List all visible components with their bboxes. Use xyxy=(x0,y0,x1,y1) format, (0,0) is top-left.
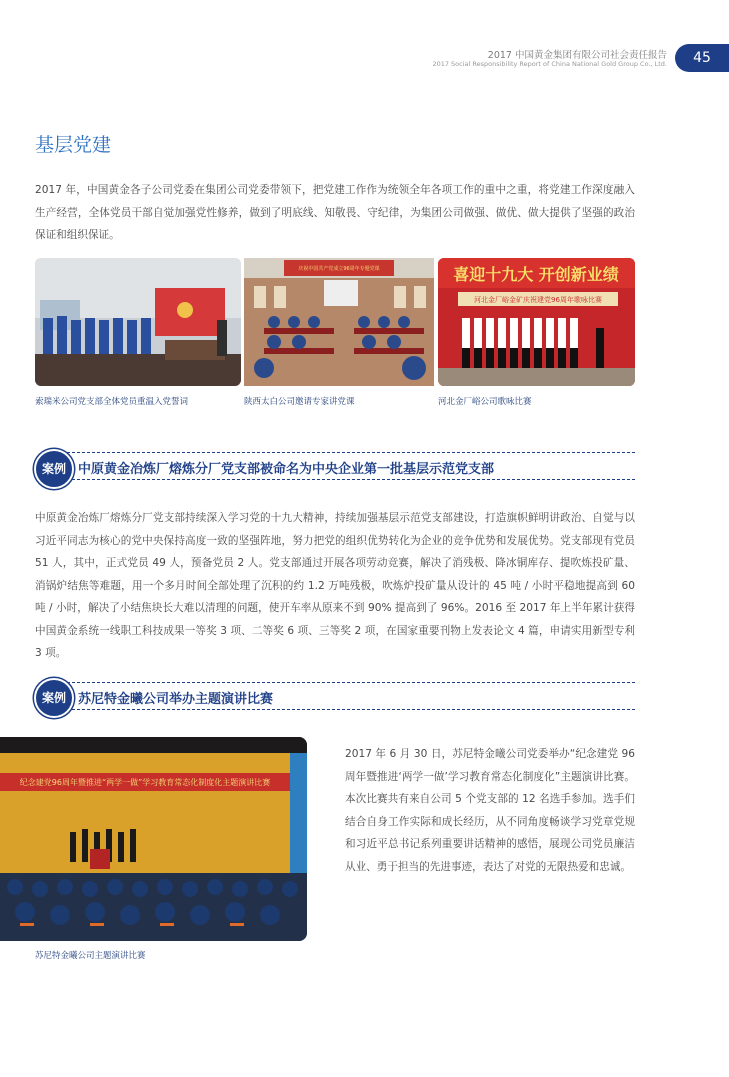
photo-caption: 河北金厂峪公司歌咏比赛 xyxy=(438,397,532,407)
photo-caption: 陕西太白公司邀请专家讲党课 xyxy=(244,397,355,407)
report-title: 2017 中国黄金集团有限公司社会责任报告 xyxy=(487,50,667,61)
divider xyxy=(62,682,635,683)
case-body: 中原黄金冶炼厂熔炼分厂党支部持续深入学习党的十九大精神，持续加强基层示范党支部建设，打造旗帜鲜明讲政治、自觉与以习近平同志为核心的党中央保持高度一致的坚强阵地，努力把党的组织优势转化为企业的竞争优势和发展优势。党支部现有党员 51 人，其中，正式党员 49 人，预备党员 2 人。党支部通过开展各项劳动竞赛，解决了消残极、降冰铜库存、提吹炼投矿量、消锅炉结焦等难题，用一个多月时间全部处理了沉积的约 1.2 万吨残极，吹炼炉投矿量从设计的 45 吨 / 小时平稳地提高到 60 吨 / 小时，解决了小结焦块长大难以清理的问题，使开车率从原来不到 90% 提高到了 96%。2016 至 2017 年上半年累计获得中国黄金系统一线职工科技成果一等奖 3 项、二等奖 6 项、三等奖 2 项，在国家重要刊物上发表论文 4 篇，申请实用新型专利 3 项。 xyxy=(35,512,635,659)
case-body: 2017 年 6 月 30 日，苏尼特金曦公司党委举办“纪念建党 96 周年暨推进‘两学一做’学习教育常态化制度化”主题演讲比赛。本次比赛共有来自公司 5 个党支部的 12 名选手参加。选手们结合自身工作实际和成长经历，从不同角度畅谈学习党章党规和习近平总书记系列重要讲话精神的感悟，展现公司党员廉洁从业、勇于担当的先进事迹，表达了对党的无限热爱和忠诚。 xyxy=(345,748,635,873)
photo-party-lecture xyxy=(244,258,434,386)
choir-banner-headline: 喜迎十九大 开创新业绩 xyxy=(453,265,619,284)
case-title: 中原黄金冶炼厂熔炼分厂党支部被命名为中央企业第一批基层示范党支部 xyxy=(78,462,495,477)
page-number: 45 xyxy=(675,44,729,72)
divider xyxy=(62,709,635,710)
case-title: 苏尼特金曦公司举办主题演讲比赛 xyxy=(78,692,274,707)
case-badge: 案例 xyxy=(34,678,74,718)
intro-paragraph: 2017 年，中国黄金各子公司党委在集团公司党委带领下，把党建工作作为统领全年各项工作的重中之重，将党建工作深度融入生产经营，全体党员干部自觉加强党性修养，做到了明底线、知敬畏、守纪律，为集团公司做强、做优、做大提供了坚强的政治保证和组织保证。 xyxy=(35,184,635,241)
lecture-banner-text: 庆祝中国共产党成立96周年专题党课 xyxy=(298,266,380,272)
photo-speech-contest xyxy=(0,737,307,941)
section-title: 基层党建 xyxy=(35,134,112,156)
speech-banner-text: 纪念建党96周年暨推进“两学一做”学习教育常态化制度化主题演讲比赛 xyxy=(19,778,271,787)
photo-caption: 苏尼特金曦公司主题演讲比赛 xyxy=(35,951,146,961)
choir-banner-subline: 河北金厂峪金矿庆祝建党96周年歌咏比赛 xyxy=(474,296,602,304)
divider xyxy=(62,479,635,480)
photo-caption: 索瑞米公司党支部全体党员重温入党誓词 xyxy=(35,397,189,407)
photo-oath-ceremony xyxy=(35,258,241,386)
report-subtitle: 2017 Social Responsibility Report of China National Gold Group Co., Ltd. xyxy=(432,60,667,68)
case-badge: 案例 xyxy=(34,449,74,489)
photo-choir-contest xyxy=(438,258,635,386)
divider xyxy=(62,452,635,453)
